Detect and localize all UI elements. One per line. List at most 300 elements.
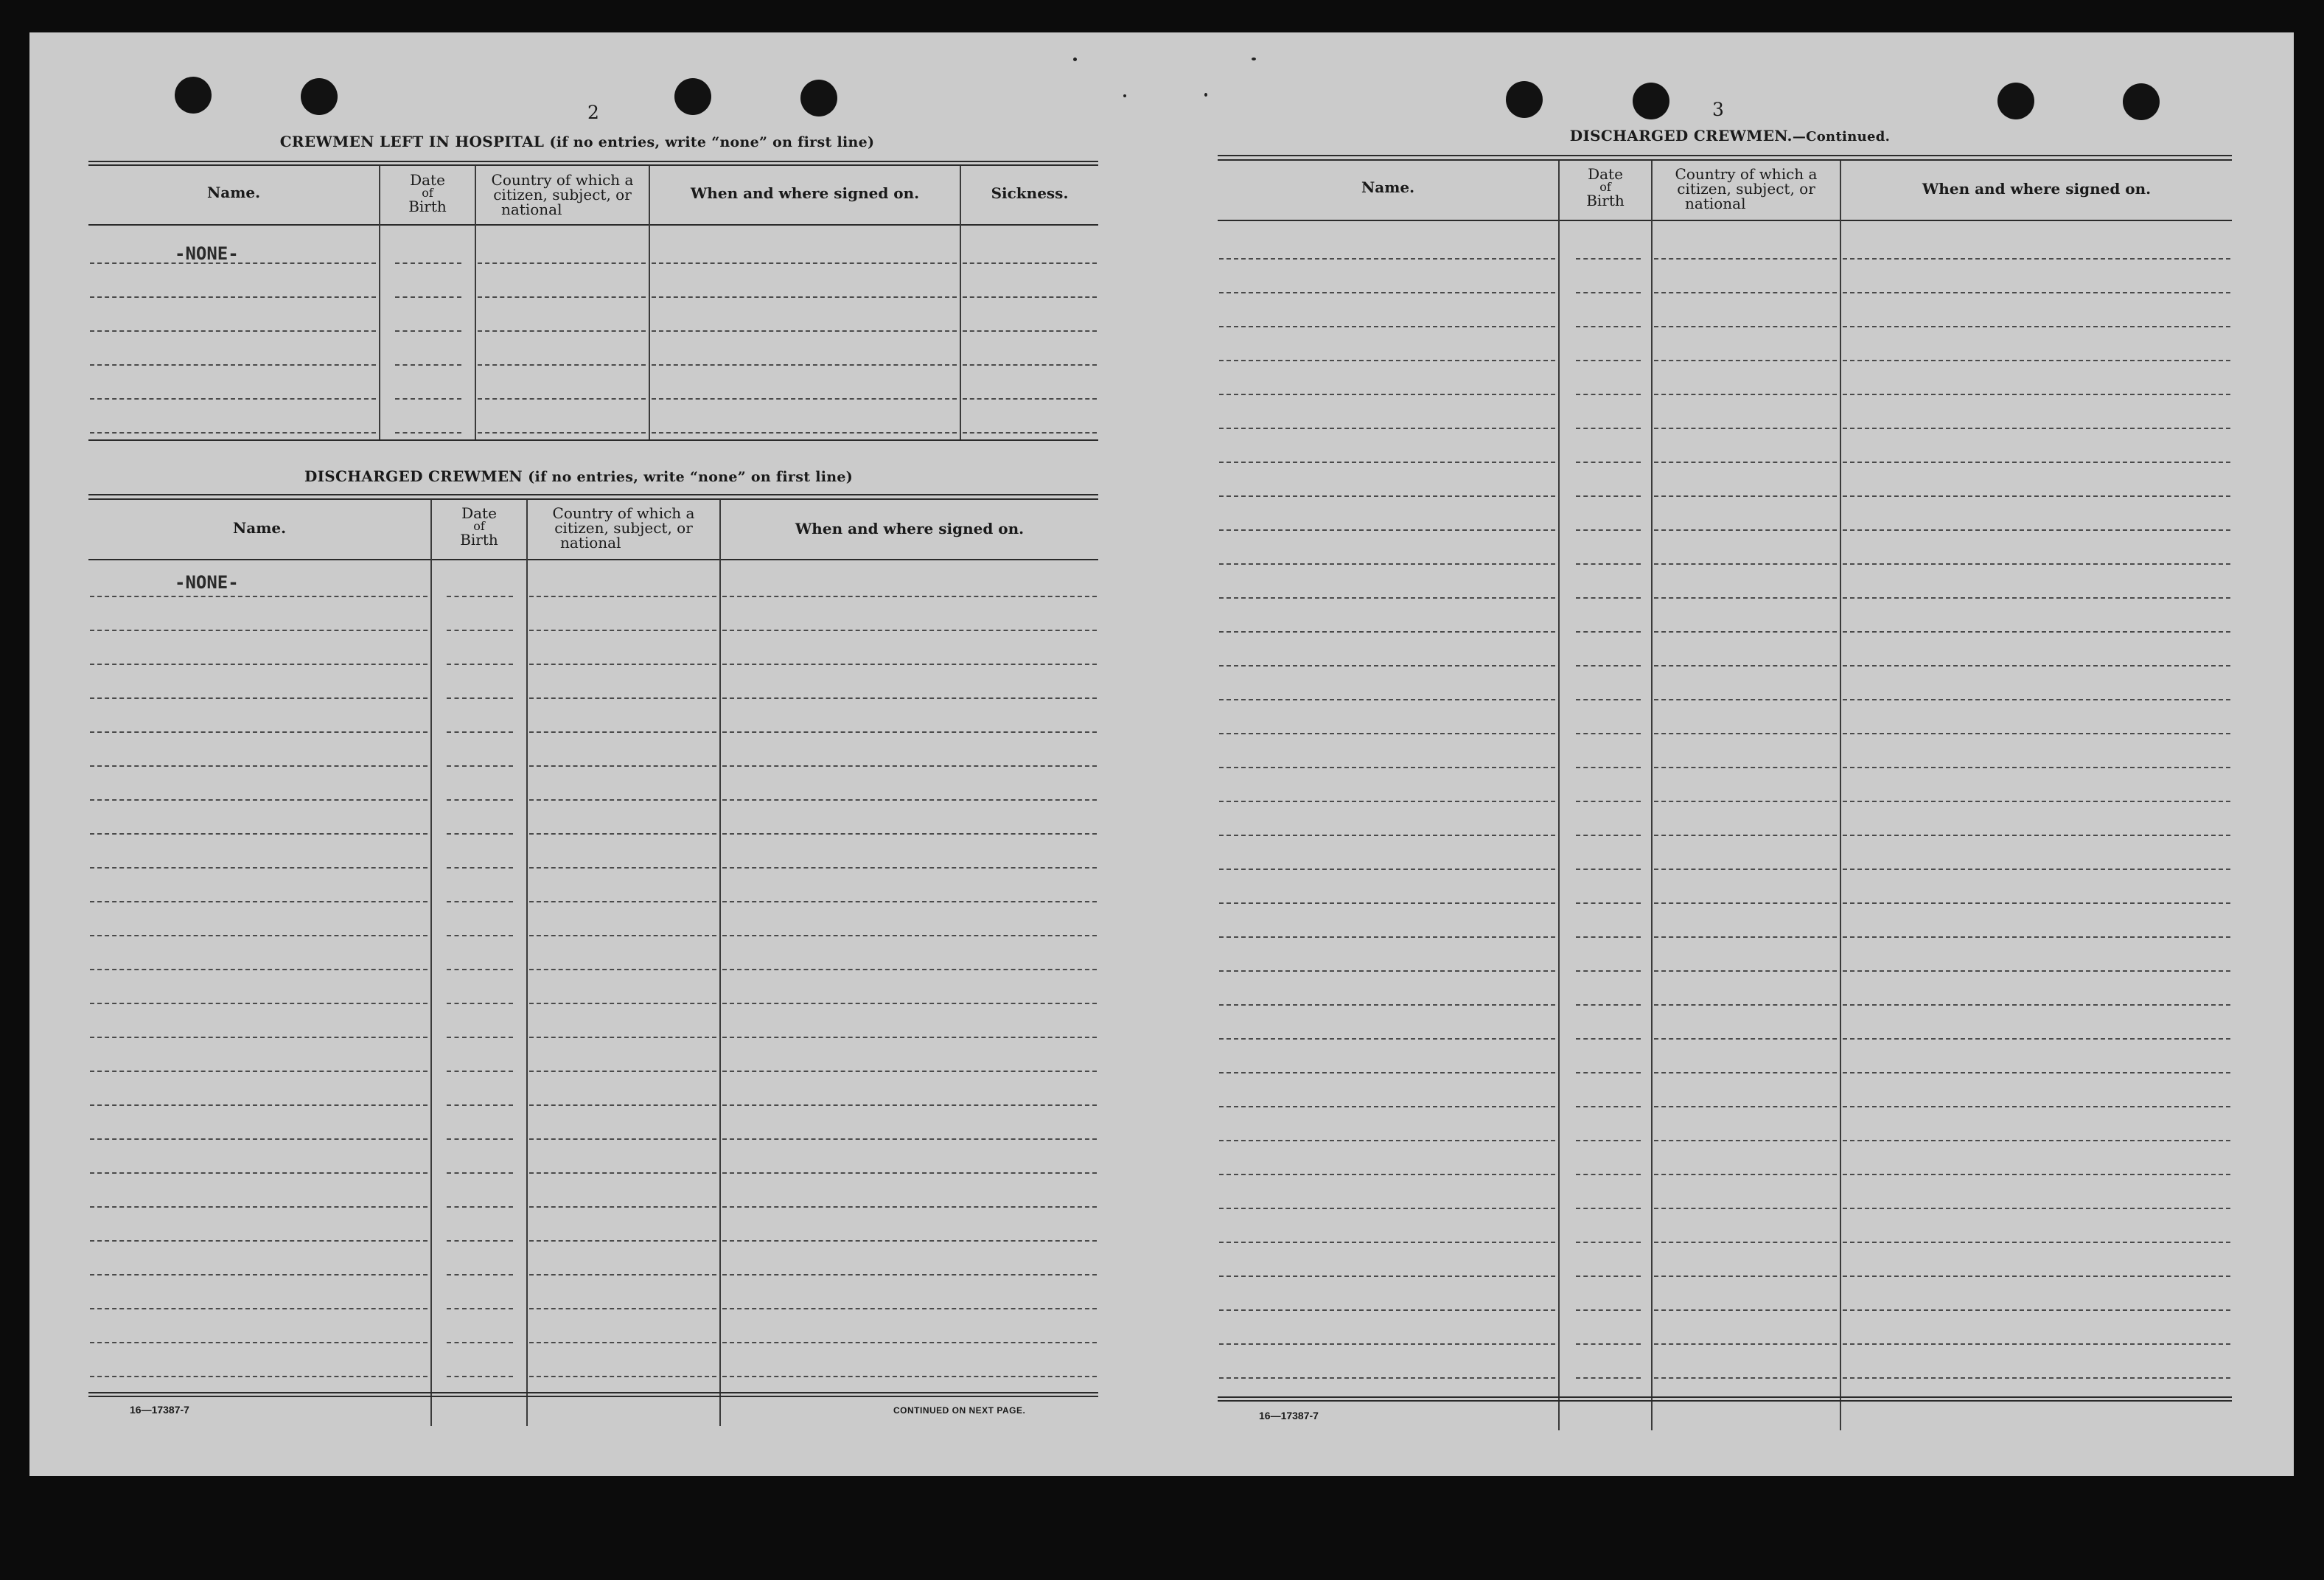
- entry-line: [1219, 1208, 1555, 1209]
- entry-line: [1654, 1343, 1837, 1345]
- hospital-title-note: (if no entries, write “none” on first line): [549, 134, 875, 150]
- entry-line: [447, 630, 513, 631]
- entry-line: [90, 1104, 428, 1106]
- entry-line: [90, 1342, 428, 1343]
- entry-line: [1843, 936, 2230, 938]
- entry-line: [722, 935, 1097, 936]
- entry-line: [1219, 428, 1555, 429]
- entry-line: [90, 1071, 428, 1072]
- country-header-line: national: [560, 534, 621, 551]
- entry-line: [1654, 699, 1837, 700]
- entry-line: [1576, 801, 1641, 802]
- entry-line: [1654, 1038, 1837, 1040]
- entry-line: [1576, 1208, 1641, 1209]
- entry-line: [722, 867, 1097, 869]
- entry-line: [722, 1172, 1097, 1174]
- entry-line: [529, 731, 716, 733]
- entry-line: [90, 432, 376, 434]
- entry-line: [1843, 970, 2230, 972]
- continued-next-page-note: CONTINUED ON NEXT PAGE.: [893, 1405, 1026, 1416]
- entry-line: [722, 697, 1097, 699]
- entry-line: [1843, 597, 2230, 599]
- dob-header-line: Birth: [460, 531, 498, 549]
- entry-line: [1219, 1174, 1555, 1175]
- entry-line: [1576, 495, 1641, 497]
- entry-line: [447, 1342, 513, 1343]
- entry-line: [90, 799, 428, 801]
- entry-line: [1654, 1208, 1837, 1209]
- hospital-title-text: CREWMEN LEFT IN HOSPITAL: [279, 133, 545, 150]
- entry-line: [1654, 495, 1837, 497]
- entry-line: [1576, 428, 1641, 429]
- entry-line: [1843, 326, 2230, 327]
- discharged-col-divider: [430, 500, 432, 1426]
- entry-line: [90, 262, 376, 264]
- entry-line: [722, 664, 1097, 665]
- country-header-line: citizen, subject, or: [493, 186, 632, 203]
- entry-line: [1576, 665, 1641, 667]
- entry-line: [1654, 1309, 1837, 1311]
- right-title-text: DISCHARGED CREWMEN.: [1569, 127, 1793, 145]
- entry-line: [529, 630, 716, 631]
- entry-line: [1219, 631, 1555, 633]
- discharged-title-text: DISCHARGED CREWMEN: [304, 467, 523, 485]
- entry-line: [1654, 1174, 1837, 1175]
- entry-line: [652, 364, 957, 366]
- entry-line: [1576, 1072, 1641, 1073]
- entry-line: [722, 1376, 1097, 1377]
- entry-line: [1654, 665, 1837, 667]
- entry-line: [1219, 869, 1555, 870]
- right-col-divider: [1840, 161, 1841, 1430]
- entry-line: [1576, 970, 1641, 972]
- entry-line: [529, 1342, 716, 1343]
- entry-line: [1219, 1140, 1555, 1141]
- entry-line: [90, 969, 428, 970]
- entry-line: [90, 935, 428, 936]
- right-header-rule: [1218, 220, 2232, 221]
- entry-line: [1843, 1242, 2230, 1243]
- entry-line: [447, 833, 513, 835]
- entry-line: [1219, 699, 1555, 700]
- entry-line: [1219, 1072, 1555, 1073]
- discharged-top-rule: [88, 494, 1098, 495]
- entry-line: [90, 630, 428, 631]
- entry-line: [1843, 292, 2230, 293]
- right-top-rule: [1218, 159, 2232, 161]
- entry-line: [90, 1274, 428, 1276]
- right-col-divider: [1651, 161, 1653, 1430]
- dob-header-line: Date: [410, 171, 445, 189]
- entry-line: [447, 799, 513, 801]
- entry-line: [1576, 597, 1641, 599]
- entry-line: [529, 1071, 716, 1072]
- country-header-line: national: [501, 201, 562, 218]
- entry-line: [1576, 1106, 1641, 1107]
- punch-hole: [800, 80, 837, 116]
- entry-line: [1654, 1004, 1837, 1006]
- entry-line: [395, 330, 461, 332]
- entry-line: [722, 799, 1097, 801]
- entry-line: [1219, 1004, 1555, 1006]
- entry-line: [447, 1308, 513, 1309]
- entry-line: [1843, 495, 2230, 497]
- entry-line: [529, 833, 716, 835]
- entry-line: [1843, 1004, 2230, 1006]
- entry-line: [1576, 1276, 1641, 1277]
- entry-line: [1219, 1106, 1555, 1107]
- entry-line: [1576, 462, 1641, 463]
- entry-line: [1219, 902, 1555, 904]
- entry-line: [1654, 767, 1837, 768]
- scan-speck: [1123, 94, 1126, 97]
- entry-line: [1654, 1140, 1837, 1141]
- entry-line: [1219, 326, 1555, 327]
- entry-line: [1843, 529, 2230, 531]
- entry-line: [1843, 428, 2230, 429]
- entry-line: [1843, 1208, 2230, 1209]
- entry-line: [963, 262, 1097, 264]
- entry-line: [447, 1138, 513, 1140]
- entry-line: [478, 296, 646, 298]
- country-header-line: Country of which a: [491, 171, 634, 189]
- entry-line: [447, 1037, 513, 1038]
- hospital-col-divider: [649, 166, 650, 439]
- entry-line: [529, 765, 716, 767]
- entry-line: [1576, 258, 1641, 260]
- entry-line: [1843, 665, 2230, 667]
- entry-line: [447, 731, 513, 733]
- entry-line: [722, 1003, 1097, 1004]
- entry-line: [1576, 529, 1641, 531]
- punch-hole: [1506, 81, 1543, 118]
- entry-line: [447, 1206, 513, 1208]
- entry-line: [529, 596, 716, 597]
- entry-line: [90, 1138, 428, 1140]
- entry-line: [90, 1172, 428, 1174]
- dob-header-line: Birth: [408, 198, 447, 215]
- entry-line: [722, 1342, 1097, 1343]
- hospital-bottom-rule: [88, 439, 1098, 441]
- entry-line: [1219, 360, 1555, 361]
- hospital-col-dob-header: [380, 173, 475, 214]
- entry-line: [1654, 936, 1837, 938]
- hospital-top-rule: [88, 164, 1098, 166]
- entry-line: [1843, 1140, 2230, 1141]
- entry-line: [1843, 1276, 2230, 1277]
- hospital-col-sickness-header: Sickness.: [991, 184, 1069, 202]
- entry-line: [1219, 462, 1555, 463]
- entry-line: [1576, 902, 1641, 904]
- entry-line: [722, 1071, 1097, 1072]
- entry-line: [447, 1003, 513, 1004]
- hospital-section-title: [88, 133, 1066, 150]
- entry-line: [722, 969, 1097, 970]
- discharged-col-dob-header: [432, 506, 526, 547]
- entry-line: [722, 1274, 1097, 1276]
- hospital-col-divider: [960, 166, 961, 439]
- entry-line: [1843, 1072, 2230, 1073]
- discharged-bottom-rule: [88, 1392, 1098, 1393]
- punch-hole: [674, 78, 711, 115]
- entry-line: [90, 398, 376, 400]
- punch-hole: [1633, 83, 1669, 119]
- scan-speck: [1204, 93, 1207, 97]
- entry-line: [1654, 835, 1837, 836]
- entry-line: [447, 1274, 513, 1276]
- entry-line: [1576, 869, 1641, 870]
- entry-line: [1219, 835, 1555, 836]
- entry-line: [1576, 292, 1641, 293]
- entry-line: [90, 1240, 428, 1242]
- entry-line: [90, 697, 428, 699]
- entry-line: [1219, 597, 1555, 599]
- entry-line: [1654, 563, 1837, 565]
- entry-line: [963, 330, 1097, 332]
- entry-line: [1843, 258, 2230, 260]
- entry-line: [90, 901, 428, 902]
- entry-line: [1843, 360, 2230, 361]
- entry-line: [1576, 1140, 1641, 1141]
- entry-line: [722, 765, 1097, 767]
- entry-line: [1843, 767, 2230, 768]
- entry-line: [1576, 1038, 1641, 1040]
- right-top-rule: [1218, 155, 2232, 156]
- entry-line: [447, 765, 513, 767]
- discharged-bottom-rule: [88, 1396, 1098, 1397]
- entry-line: [90, 833, 428, 835]
- entry-line: [1576, 394, 1641, 395]
- hospital-col-country-header: [476, 173, 649, 217]
- entry-line: [1219, 1276, 1555, 1277]
- hospital-col-name-header: Name.: [206, 184, 261, 201]
- entry-line: [90, 596, 428, 597]
- entry-line: [1576, 1377, 1641, 1379]
- entry-line: [1219, 258, 1555, 260]
- entry-line: [529, 799, 716, 801]
- entry-line: [90, 330, 376, 332]
- entry-line: [1843, 1038, 2230, 1040]
- entry-line: [1219, 767, 1555, 768]
- entry-line: [529, 697, 716, 699]
- entry-line: [478, 398, 646, 400]
- entry-line: [652, 262, 957, 264]
- entry-line: [722, 833, 1097, 835]
- hospital-header-rule: [88, 224, 1098, 226]
- entry-line: [1843, 835, 2230, 836]
- entry-line: [1654, 292, 1837, 293]
- entry-line: [722, 901, 1097, 902]
- right-col-signed-header: When and where signed on.: [1922, 180, 2152, 198]
- discharged-col-name-header: Name.: [232, 519, 287, 537]
- entry-line: [90, 1003, 428, 1004]
- entry-line: [90, 1376, 428, 1377]
- entry-line: [1654, 631, 1837, 633]
- entry-line: [963, 432, 1097, 434]
- entry-line: [963, 398, 1097, 400]
- entry-line: [1654, 1106, 1837, 1107]
- entry-line: [1654, 326, 1837, 327]
- entry-line: [1843, 1377, 2230, 1379]
- entry-line: [722, 731, 1097, 733]
- entry-line: [1654, 1242, 1837, 1243]
- entry-line: [1219, 970, 1555, 972]
- entry-line: [722, 1240, 1097, 1242]
- entry-line: [395, 296, 461, 298]
- entry-line: [1219, 1343, 1555, 1345]
- entry-line: [1576, 936, 1641, 938]
- entry-line: [1654, 902, 1837, 904]
- entry-line: [1576, 733, 1641, 734]
- discharged-col-divider: [526, 500, 528, 1426]
- entry-line: [1576, 699, 1641, 700]
- entry-line: [1843, 902, 2230, 904]
- entry-line: [1654, 869, 1837, 870]
- country-header-line: Country of which a: [552, 504, 695, 522]
- entry-line: [529, 969, 716, 970]
- entry-line: [90, 1037, 428, 1038]
- entry-line: [90, 364, 376, 366]
- right-col-name-header: Name.: [1361, 178, 1415, 196]
- entry-line: [722, 1138, 1097, 1140]
- entry-line: [447, 1172, 513, 1174]
- entry-line: [447, 697, 513, 699]
- entry-line: [90, 296, 376, 298]
- page-number-left: 2: [587, 102, 599, 123]
- entry-line: [1219, 292, 1555, 293]
- right-col-divider: [1558, 161, 1560, 1430]
- entry-line: [1219, 801, 1555, 802]
- punch-hole: [301, 78, 338, 115]
- entry-line: [1219, 495, 1555, 497]
- entry-line: [529, 1376, 716, 1377]
- entry-line: [447, 1376, 513, 1377]
- entry-line: [722, 1206, 1097, 1208]
- form-number-left: 16—17387-7: [130, 1404, 189, 1416]
- right-col-country-header: [1653, 167, 1840, 211]
- scan-speck: [1073, 58, 1077, 61]
- entry-line: [963, 296, 1097, 298]
- entry-line: [1654, 529, 1837, 531]
- entry-line: [447, 935, 513, 936]
- discharged-col-divider: [719, 500, 721, 1426]
- entry-line: [1219, 936, 1555, 938]
- entry-line: [478, 262, 646, 264]
- entry-line: [1843, 631, 2230, 633]
- entry-line: [1576, 1174, 1641, 1175]
- entry-line: [722, 630, 1097, 631]
- entry-line: [1654, 462, 1837, 463]
- entry-line: [963, 364, 1097, 366]
- entry-line: [1219, 563, 1555, 565]
- entry-line: [1576, 1309, 1641, 1311]
- dob-header-line: of: [422, 186, 433, 200]
- entry-line: [1654, 1072, 1837, 1073]
- entry-line: [1843, 869, 2230, 870]
- entry-line: [652, 432, 957, 434]
- entry-line: [1843, 1309, 2230, 1311]
- entry-line: [1576, 1004, 1641, 1006]
- entry-line: [529, 664, 716, 665]
- entry-line: [529, 935, 716, 936]
- entry-line: [529, 901, 716, 902]
- entry-line: [1219, 529, 1555, 531]
- form-sheet: [29, 32, 2294, 1476]
- entry-line: [1219, 1377, 1555, 1379]
- entry-line: [1843, 1343, 2230, 1345]
- entry-line: [1843, 801, 2230, 802]
- entry-line: [1843, 1174, 2230, 1175]
- form-number-right: 16—17387-7: [1259, 1410, 1319, 1421]
- entry-line: [90, 1308, 428, 1309]
- entry-line: [529, 1206, 716, 1208]
- entry-line: [722, 1308, 1097, 1309]
- entry-line: [652, 296, 957, 298]
- entry-line: [1654, 801, 1837, 802]
- entry-line: [447, 1240, 513, 1242]
- entry-line: [1576, 360, 1641, 361]
- discharged-top-rule: [88, 498, 1098, 500]
- country-header-line: national: [1685, 195, 1746, 212]
- right-title-suffix: —Continued.: [1792, 129, 1891, 145]
- dob-header-line: of: [1599, 180, 1611, 194]
- entry-line: [1654, 597, 1837, 599]
- entry-line: [1654, 1276, 1837, 1277]
- entry-line: [90, 867, 428, 869]
- entry-line: [1654, 1377, 1837, 1379]
- discharged-col-signed-header: When and where signed on.: [795, 520, 1025, 537]
- entry-line: [1576, 835, 1641, 836]
- right-bottom-rule: [1218, 1396, 2232, 1398]
- discharged-col-country-header: [528, 506, 719, 550]
- right-bottom-rule: [1218, 1400, 2232, 1402]
- right-section-title: [1218, 127, 2242, 145]
- scan-speck: [1252, 58, 1256, 60]
- entry-line: [447, 596, 513, 597]
- dob-header-line: of: [473, 519, 485, 533]
- entry-line: [529, 1037, 716, 1038]
- entry-line: [1843, 394, 2230, 395]
- dob-header-line: Birth: [1586, 192, 1625, 209]
- discharged-title-note: (if no entries, write “none” on first line): [528, 469, 854, 485]
- entry-line: [395, 432, 461, 434]
- entry-line: [90, 765, 428, 767]
- entry-line: [1219, 1309, 1555, 1311]
- entry-line: [529, 1104, 716, 1106]
- entry-line: [1219, 1242, 1555, 1243]
- entry-line: [1654, 360, 1837, 361]
- entry-line: [1219, 1038, 1555, 1040]
- punch-hole: [1997, 83, 2034, 119]
- entry-line: [1654, 394, 1837, 395]
- entry-line: [395, 262, 461, 264]
- discharged-header-rule: [88, 559, 1098, 560]
- entry-line: [447, 969, 513, 970]
- entry-line: [90, 664, 428, 665]
- entry-line: [395, 364, 461, 366]
- country-header-line: citizen, subject, or: [554, 519, 693, 537]
- entry-line: [478, 432, 646, 434]
- page-number-right: 3: [1712, 99, 1724, 120]
- hospital-col-signed-header: When and where signed on.: [690, 184, 920, 202]
- entry-line: [722, 596, 1097, 597]
- entry-line: [529, 1274, 716, 1276]
- country-header-line: citizen, subject, or: [1677, 180, 1815, 198]
- country-header-line: Country of which a: [1675, 165, 1818, 183]
- entry-line: [529, 1172, 716, 1174]
- entry-line: [447, 1071, 513, 1072]
- entry-line: [90, 731, 428, 733]
